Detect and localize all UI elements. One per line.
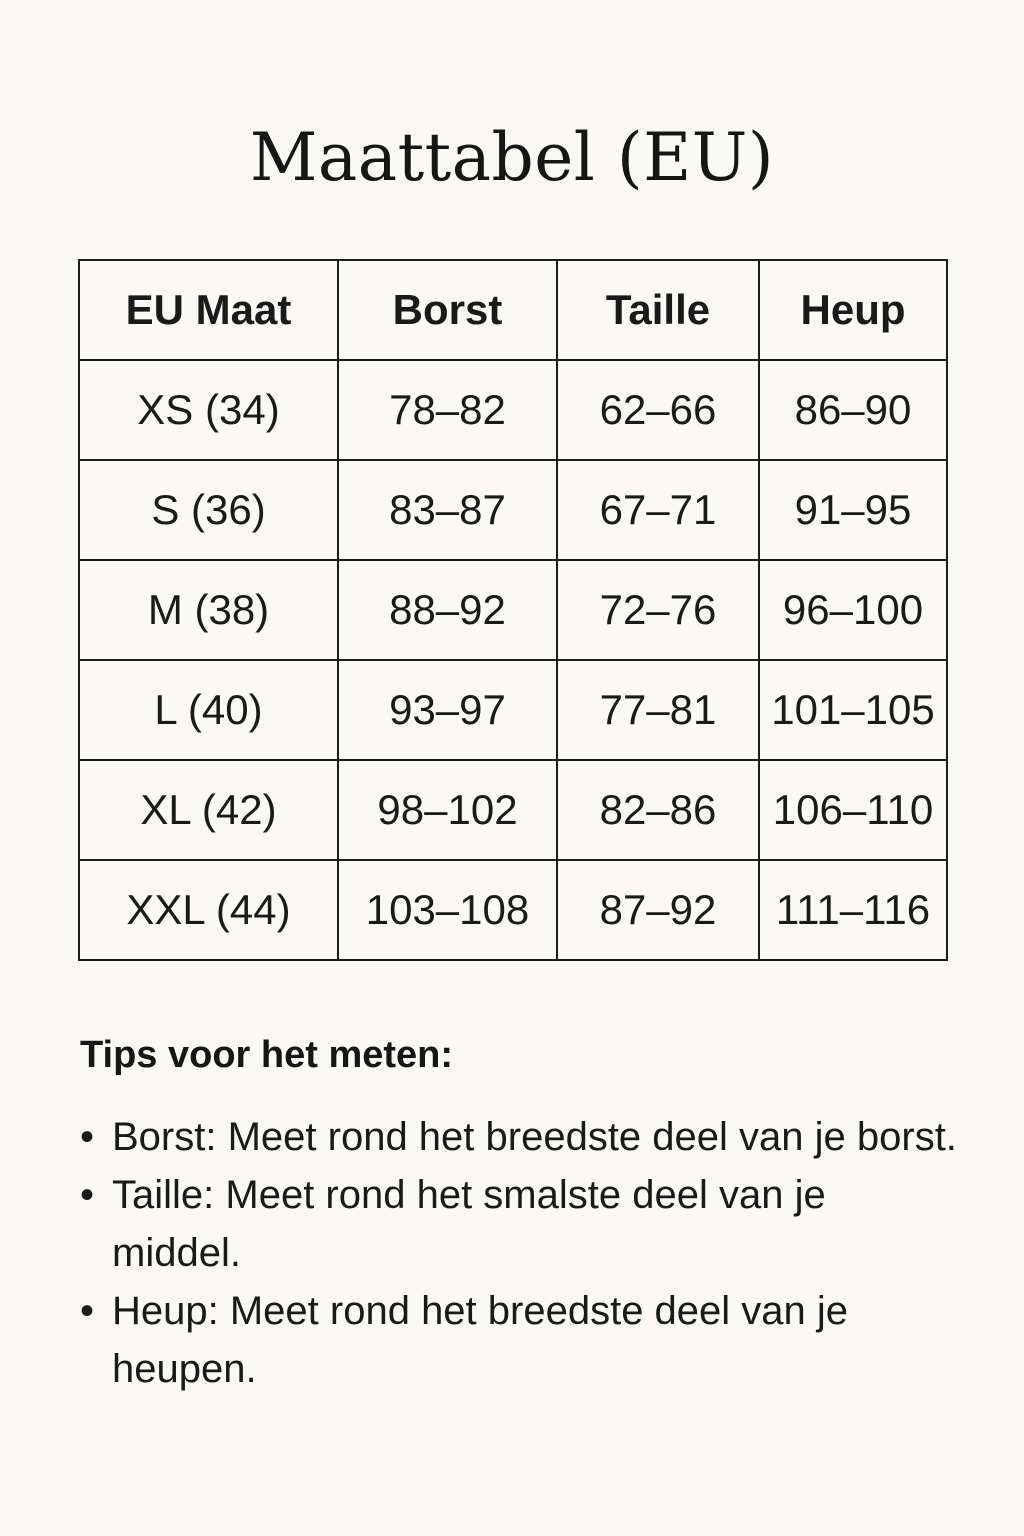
column-header-waist: Taille bbox=[557, 260, 759, 360]
chest-cell: 103–108 bbox=[338, 860, 557, 960]
chest-cell: 98–102 bbox=[338, 760, 557, 860]
hip-cell: 86–90 bbox=[759, 360, 947, 460]
waist-cell: 82–86 bbox=[557, 760, 759, 860]
hip-cell: 106–110 bbox=[759, 760, 947, 860]
bullet-icon: • bbox=[80, 1115, 95, 1159]
tip-text: Heup: Meet rond het breedste deel van je heupen. bbox=[112, 1289, 849, 1391]
size-cell: XXL (44) bbox=[79, 860, 338, 960]
size-cell: S (36) bbox=[79, 460, 338, 560]
hip-cell: 96–100 bbox=[759, 560, 947, 660]
tips-list bbox=[80, 1108, 960, 1398]
tip-item-chest bbox=[80, 1108, 960, 1166]
column-header-chest: Borst bbox=[338, 260, 557, 360]
chest-cell: 93–97 bbox=[338, 660, 557, 760]
table-header-row bbox=[79, 260, 947, 360]
size-cell: L (40) bbox=[79, 660, 338, 760]
waist-cell: 72–76 bbox=[557, 560, 759, 660]
table-row bbox=[79, 760, 947, 860]
size-cell: M (38) bbox=[79, 560, 338, 660]
table-row bbox=[79, 660, 947, 760]
bullet-icon: • bbox=[80, 1289, 95, 1333]
table-row bbox=[79, 560, 947, 660]
table-row bbox=[79, 860, 947, 960]
table-row bbox=[79, 460, 947, 560]
column-header-hip: Heup bbox=[759, 260, 947, 360]
table-row bbox=[79, 360, 947, 460]
waist-cell: 87–92 bbox=[557, 860, 759, 960]
size-cell: XL (42) bbox=[79, 760, 338, 860]
waist-cell: 77–81 bbox=[557, 660, 759, 760]
waist-cell: 67–71 bbox=[557, 460, 759, 560]
column-header-eu-size: EU Maat bbox=[79, 260, 338, 360]
chest-cell: 83–87 bbox=[338, 460, 557, 560]
hip-cell: 101–105 bbox=[759, 660, 947, 760]
page-title: Maattabel (EU) bbox=[249, 119, 775, 196]
size-chart-table bbox=[78, 259, 948, 961]
tip-item-waist bbox=[80, 1166, 960, 1282]
tip-text: Borst: Meet rond het breedste deel van je borst. bbox=[112, 1115, 957, 1159]
bullet-icon: • bbox=[80, 1173, 95, 1217]
tip-text: Taille: Meet rond het smalste deel van je middel. bbox=[112, 1173, 826, 1275]
tip-item-hip bbox=[80, 1282, 960, 1398]
hip-cell: 111–116 bbox=[759, 860, 947, 960]
size-cell: XS (34) bbox=[79, 360, 338, 460]
chest-cell: 78–82 bbox=[338, 360, 557, 460]
tips-heading: Tips voor het meten: bbox=[80, 1034, 454, 1076]
hip-cell: 91–95 bbox=[759, 460, 947, 560]
waist-cell: 62–66 bbox=[557, 360, 759, 460]
chest-cell: 88–92 bbox=[338, 560, 557, 660]
